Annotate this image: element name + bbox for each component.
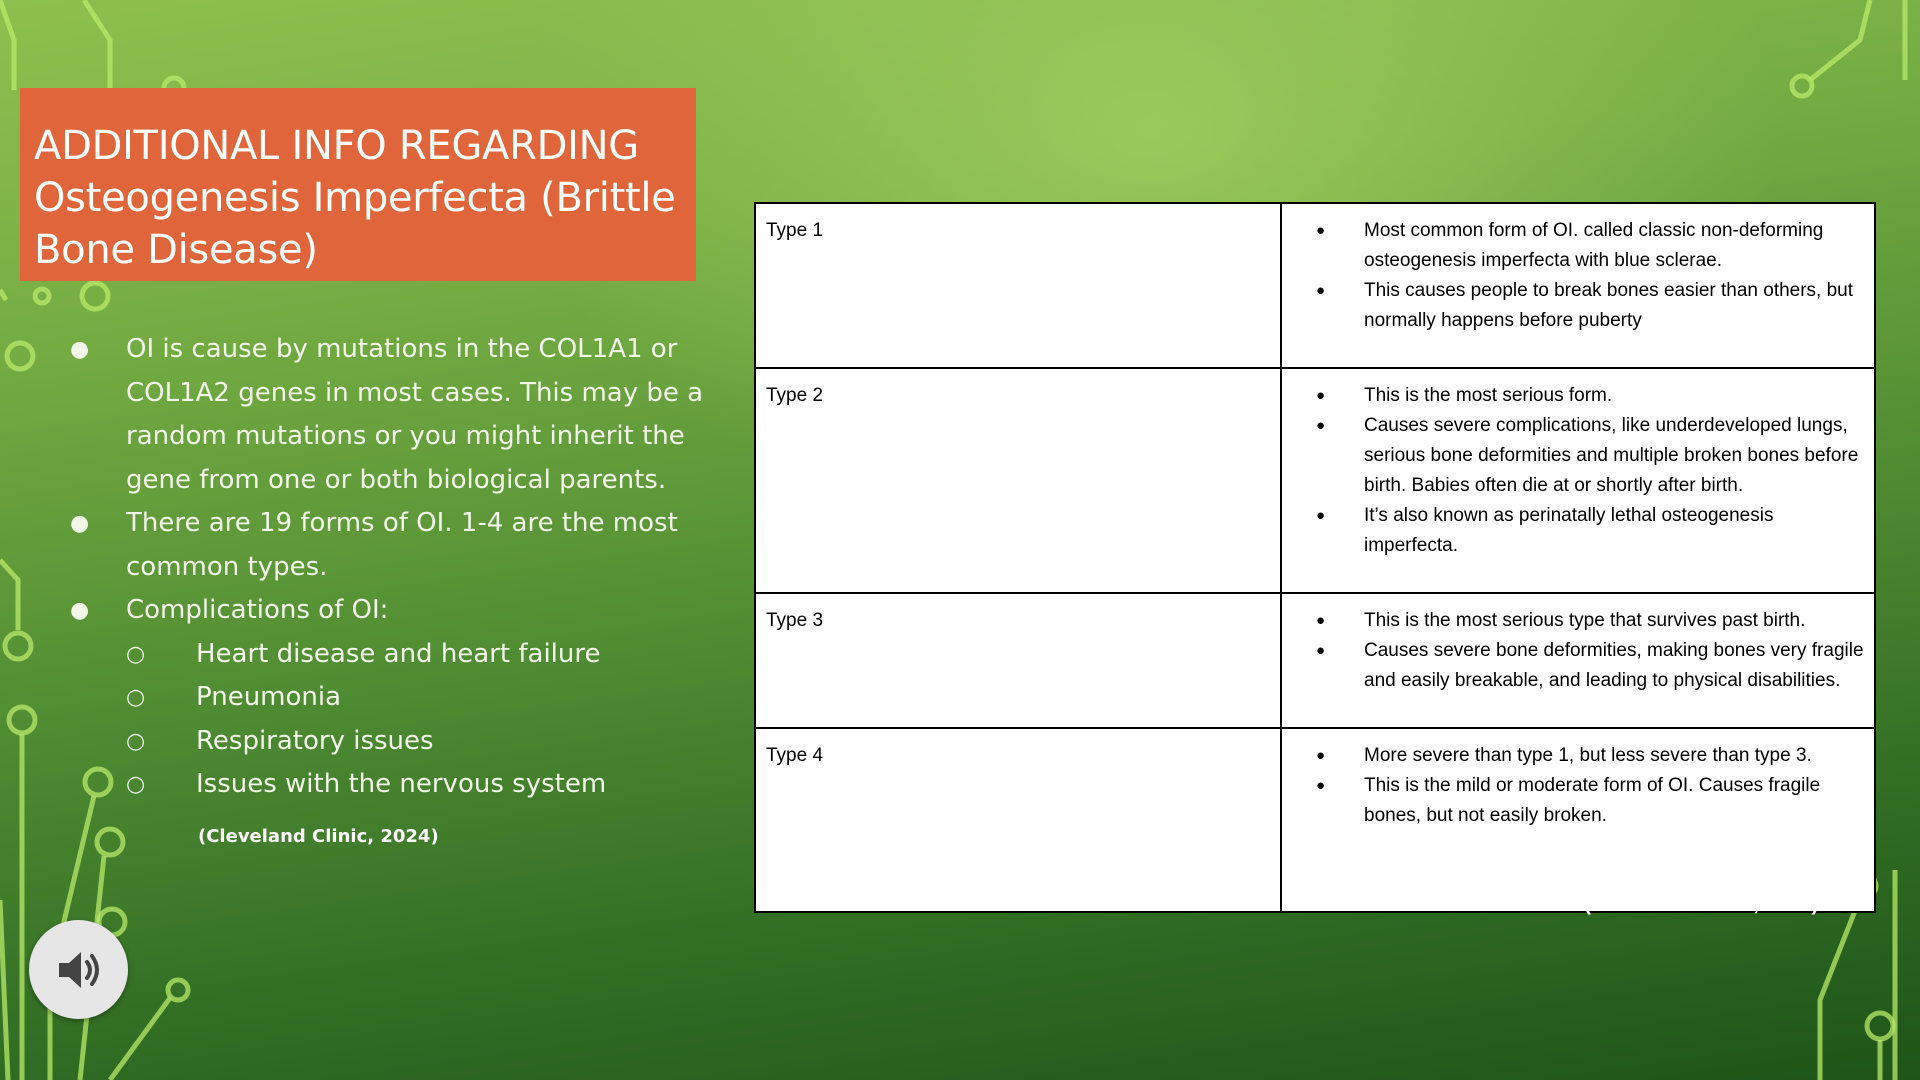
bullet-dot-icon: ●	[1316, 387, 1326, 404]
complication-item	[126, 676, 726, 720]
description-text: Causes severe bone deformities, making bones very fragile and easily breakable, and leading to physical disabilities.	[1364, 640, 1864, 691]
bullet-dot-icon: ●	[70, 598, 90, 623]
type-description-cell	[1281, 203, 1875, 368]
bullet-item	[66, 502, 726, 589]
bullet-text: OI is cause by mutations in the COL1A1 or COL1A2 genes in most cases. This may be a random mutations or you might inherit the gene from one or both biological parents.	[126, 334, 704, 495]
description-point	[1316, 216, 1864, 276]
bullet-text: Complications of OI:	[126, 595, 389, 625]
complication-item	[126, 633, 726, 677]
bullet-text: There are 19 forms of OI. 1-4 are the most common types.	[126, 508, 678, 582]
slide-title-line-1: ADDITIONAL INFO REGARDING	[34, 123, 639, 169]
type-description-cell	[1281, 728, 1875, 912]
bullet-dot-icon: ●	[70, 511, 90, 536]
hollow-bullet-icon: ○	[126, 772, 146, 797]
description-point	[1316, 771, 1864, 831]
description-text: It’s also known as perinatally lethal osteogenesis imperfecta.	[1364, 505, 1774, 556]
oi-types-table	[754, 202, 1876, 913]
slide-title-line-3: Bone Disease)	[34, 227, 318, 273]
type-name-cell: Type 3	[755, 593, 1281, 728]
complications-list	[126, 633, 726, 807]
slide-title-line-2: Osteogenesis Imperfecta (Brittle	[34, 175, 676, 221]
hollow-bullet-icon: ○	[126, 728, 146, 754]
complication-text: Respiratory issues	[196, 725, 434, 756]
type-name-cell: Type 2	[755, 368, 1281, 593]
audio-play-button[interactable]	[29, 920, 128, 1019]
bullet-dot-icon: ●	[1316, 282, 1326, 299]
hollow-bullet-icon: ○	[126, 641, 146, 667]
type-description-cell	[1281, 593, 1875, 728]
title-box	[20, 88, 696, 281]
bullet-dot-icon: ●	[1316, 747, 1326, 764]
type-description-cell	[1281, 368, 1875, 593]
table-row	[755, 368, 1875, 593]
description-text: This causes people to break bones easier than others, but normally happens before puberty	[1364, 280, 1854, 331]
complication-text: Heart disease and heart failure	[196, 638, 601, 669]
bullet-item	[66, 328, 726, 502]
bullet-list	[66, 328, 726, 807]
hollow-bullet-icon: ○	[126, 685, 146, 710]
bullet-dot-icon: ●	[1316, 612, 1326, 629]
citation-left: (Cleveland Clinic, 2024)	[198, 826, 439, 847]
bullet-dot-icon: ●	[70, 337, 90, 362]
citation-right: (Cleveland Clinic, 2024)	[1584, 892, 1819, 915]
description-text: More severe than type 1, but less severe than type 3.	[1364, 745, 1812, 766]
bullet-dot-icon: ●	[1316, 777, 1326, 794]
complication-item	[126, 763, 726, 807]
description-point	[1316, 741, 1864, 771]
bullet-dot-icon: ●	[1316, 642, 1326, 659]
description-text: This is the most serious type that survives past birth.	[1364, 610, 1806, 631]
description-point	[1316, 276, 1864, 336]
description-point	[1316, 636, 1864, 696]
bullet-item	[66, 589, 726, 807]
complication-text: Pneumonia	[196, 682, 342, 712]
bullet-dot-icon: ●	[1316, 507, 1326, 524]
description-point	[1316, 411, 1864, 501]
description-text: Causes severe complications, like underdeveloped lungs, serious bone deformities and multiple broken bones before birth. Babies often die at or shortly after birth.	[1364, 415, 1859, 496]
speaker-icon	[53, 944, 105, 996]
description-point	[1316, 381, 1864, 411]
type-name-cell: Type 4	[755, 728, 1281, 912]
bullet-dot-icon: ●	[1316, 222, 1326, 239]
complication-item	[126, 720, 726, 764]
description-text: This is the mild or moderate form of OI. Causes fragile bones, but not easily broken.	[1364, 775, 1821, 826]
table-row	[755, 728, 1875, 912]
table-row	[755, 593, 1875, 728]
bullet-dot-icon: ●	[1316, 417, 1326, 434]
complication-text: Issues with the nervous system	[196, 769, 607, 799]
description-text: Most common form of OI. called classic non-deforming osteogenesis imperfecta with blue sclerae.	[1364, 220, 1824, 271]
table-row	[755, 203, 1875, 368]
description-text: This is the most serious form.	[1364, 385, 1613, 406]
type-name-cell: Type 1	[755, 203, 1281, 368]
description-point	[1316, 501, 1864, 561]
description-point	[1316, 606, 1864, 636]
